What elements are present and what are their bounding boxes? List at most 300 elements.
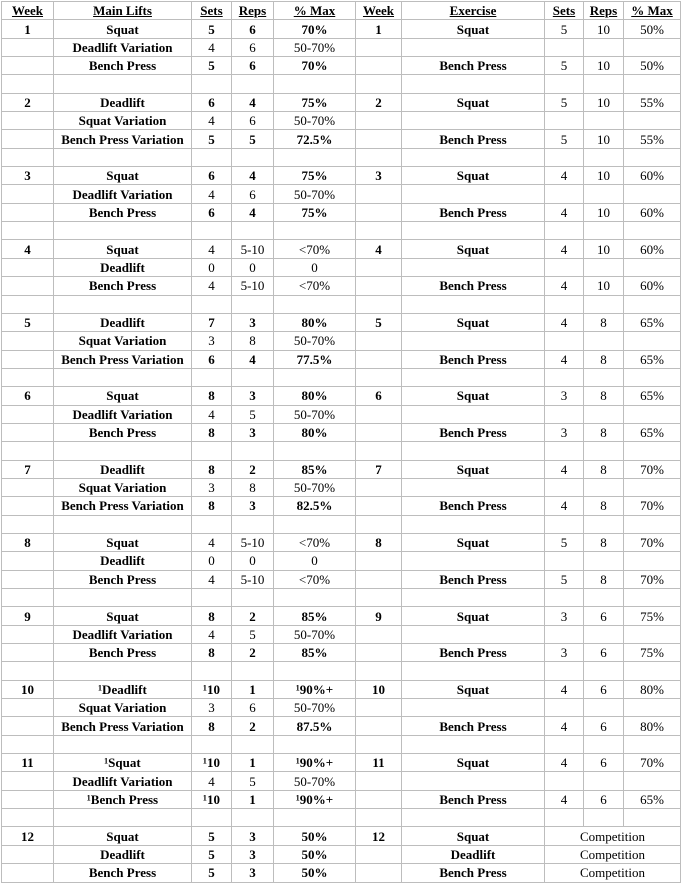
reps-2-cell: 10 xyxy=(584,277,624,295)
sets-2-cell: 3 xyxy=(545,607,584,625)
percent-max-2-cell: 80% xyxy=(624,717,681,735)
empty-cell xyxy=(584,735,624,753)
competition-cell: Competition xyxy=(545,827,681,845)
exercise-cell: Bench Press xyxy=(402,277,545,295)
table-row xyxy=(2,552,681,570)
exercise-cell: Squat xyxy=(402,607,545,625)
exercise-cell: Bench Press xyxy=(402,497,545,515)
sets-2-cell: 4 xyxy=(545,167,584,185)
header-sets: Sets xyxy=(192,2,232,20)
week-2-cell xyxy=(356,185,402,203)
empty-cell xyxy=(584,662,624,680)
percent-max-cell: 75% xyxy=(274,93,356,111)
main-lift-cell: Squat xyxy=(54,240,192,258)
sets-2-cell xyxy=(545,478,584,496)
week-cell xyxy=(2,552,54,570)
exercise-cell: Squat xyxy=(402,754,545,772)
reps-cell: 5 xyxy=(232,130,274,148)
reps-cell: 4 xyxy=(232,203,274,221)
reps-2-cell: 6 xyxy=(584,754,624,772)
sets-cell: 5 xyxy=(192,57,232,75)
percent-max-2-cell: 70% xyxy=(624,460,681,478)
percent-max-2-cell: 80% xyxy=(624,680,681,698)
reps-2-cell: 10 xyxy=(584,57,624,75)
percent-max-cell: 50-70% xyxy=(274,112,356,130)
sets-2-cell xyxy=(545,552,584,570)
empty-cell xyxy=(402,735,545,753)
table-row xyxy=(2,460,681,478)
exercise-cell: Bench Press xyxy=(402,864,545,882)
main-lift-cell: Bench Press Variation xyxy=(54,130,192,148)
table-row xyxy=(2,167,681,185)
empty-cell xyxy=(624,515,681,533)
week-cell xyxy=(2,570,54,588)
empty-cell xyxy=(54,662,192,680)
empty-cell xyxy=(192,442,232,460)
empty-cell xyxy=(545,75,584,93)
empty-cell xyxy=(232,442,274,460)
empty-cell xyxy=(2,295,54,313)
reps-cell: 3 xyxy=(232,387,274,405)
percent-max-2-cell: 60% xyxy=(624,203,681,221)
empty-cell xyxy=(274,515,356,533)
percent-max-cell: 50-70% xyxy=(274,699,356,717)
percent-max-cell: ¹90%+ xyxy=(274,680,356,698)
reps-cell: 5 xyxy=(232,405,274,423)
week-2-cell: 10 xyxy=(356,680,402,698)
week-cell xyxy=(2,699,54,717)
sets-cell: 8 xyxy=(192,423,232,441)
empty-cell xyxy=(356,515,402,533)
percent-max-cell: 50% xyxy=(274,845,356,863)
empty-cell xyxy=(54,295,192,313)
sets-cell: 6 xyxy=(192,93,232,111)
reps-2-cell: 6 xyxy=(584,644,624,662)
empty-cell xyxy=(274,662,356,680)
week-cell xyxy=(2,864,54,882)
sets-cell: ¹10 xyxy=(192,680,232,698)
percent-max-2-cell: 55% xyxy=(624,93,681,111)
spacer-row xyxy=(2,662,681,680)
main-lift-cell: Squat xyxy=(54,167,192,185)
week-cell xyxy=(2,497,54,515)
empty-cell xyxy=(356,735,402,753)
reps-2-cell: 6 xyxy=(584,717,624,735)
week-2-cell: 8 xyxy=(356,533,402,551)
main-lift-cell: Squat Variation xyxy=(54,699,192,717)
header-percent-max-2: % Max xyxy=(624,2,681,20)
percent-max-cell: 85% xyxy=(274,607,356,625)
percent-max-cell: 80% xyxy=(274,387,356,405)
main-lift-cell: Bench Press xyxy=(54,277,192,295)
exercise-cell xyxy=(402,405,545,423)
empty-cell xyxy=(402,368,545,386)
exercise-cell xyxy=(402,112,545,130)
empty-cell xyxy=(402,515,545,533)
empty-cell xyxy=(2,368,54,386)
percent-max-2-cell xyxy=(624,258,681,276)
empty-cell xyxy=(624,75,681,93)
reps-cell: 4 xyxy=(232,350,274,368)
table-row xyxy=(2,277,681,295)
reps-2-cell xyxy=(584,185,624,203)
week-2-cell: 4 xyxy=(356,240,402,258)
percent-max-2-cell: 70% xyxy=(624,533,681,551)
exercise-cell: Bench Press xyxy=(402,570,545,588)
header-week: Week xyxy=(2,2,54,20)
exercise-cell: Bench Press xyxy=(402,57,545,75)
reps-2-cell xyxy=(584,478,624,496)
reps-cell: 3 xyxy=(232,313,274,331)
empty-cell xyxy=(402,295,545,313)
percent-max-2-cell xyxy=(624,552,681,570)
header-main-lifts: Main Lifts xyxy=(54,2,192,20)
empty-cell xyxy=(274,589,356,607)
reps-2-cell: 8 xyxy=(584,533,624,551)
sets-2-cell: 4 xyxy=(545,460,584,478)
week-cell: 8 xyxy=(2,533,54,551)
exercise-cell xyxy=(402,185,545,203)
sets-cell: 8 xyxy=(192,717,232,735)
week-2-cell xyxy=(356,478,402,496)
sets-2-cell: 5 xyxy=(545,130,584,148)
percent-max-2-cell xyxy=(624,185,681,203)
week-2-cell xyxy=(356,112,402,130)
empty-cell xyxy=(545,515,584,533)
sets-cell: 0 xyxy=(192,258,232,276)
week-2-cell xyxy=(356,350,402,368)
percent-max-cell: 80% xyxy=(274,423,356,441)
percent-max-2-cell xyxy=(624,38,681,56)
sets-2-cell: 4 xyxy=(545,717,584,735)
empty-cell xyxy=(274,442,356,460)
exercise-cell: Bench Press xyxy=(402,203,545,221)
header-reps-2: Reps xyxy=(584,2,624,20)
main-lift-cell: Deadlift xyxy=(54,258,192,276)
empty-cell xyxy=(584,809,624,827)
table-row xyxy=(2,57,681,75)
empty-cell xyxy=(356,589,402,607)
sets-2-cell: 3 xyxy=(545,644,584,662)
reps-cell: 4 xyxy=(232,167,274,185)
week-2-cell: 2 xyxy=(356,93,402,111)
reps-2-cell: 10 xyxy=(584,93,624,111)
empty-cell xyxy=(624,809,681,827)
empty-cell xyxy=(2,442,54,460)
sets-cell: 3 xyxy=(192,699,232,717)
sets-cell: 4 xyxy=(192,772,232,790)
empty-cell xyxy=(54,515,192,533)
reps-cell: 8 xyxy=(232,478,274,496)
sets-cell: 8 xyxy=(192,460,232,478)
empty-cell xyxy=(192,75,232,93)
exercise-cell xyxy=(402,38,545,56)
empty-cell xyxy=(2,662,54,680)
main-lift-cell: Deadlift Variation xyxy=(54,772,192,790)
exercise-cell: Squat xyxy=(402,20,545,38)
reps-2-cell: 8 xyxy=(584,387,624,405)
sets-cell: 5 xyxy=(192,130,232,148)
percent-max-cell: 72.5% xyxy=(274,130,356,148)
empty-cell xyxy=(356,809,402,827)
week-cell xyxy=(2,332,54,350)
exercise-cell xyxy=(402,552,545,570)
percent-max-cell: <70% xyxy=(274,240,356,258)
main-lift-cell: Deadlift xyxy=(54,460,192,478)
spacer-row xyxy=(2,515,681,533)
empty-cell xyxy=(402,809,545,827)
sets-2-cell: 5 xyxy=(545,533,584,551)
reps-cell: 6 xyxy=(232,112,274,130)
empty-cell xyxy=(232,589,274,607)
exercise-cell: Squat xyxy=(402,93,545,111)
percent-max-cell: 77.5% xyxy=(274,350,356,368)
spacer-row xyxy=(2,295,681,313)
percent-max-2-cell: 70% xyxy=(624,497,681,515)
empty-cell xyxy=(402,148,545,166)
table-row xyxy=(2,112,681,130)
empty-cell xyxy=(356,662,402,680)
week-2-cell xyxy=(356,423,402,441)
percent-max-cell: 70% xyxy=(274,57,356,75)
empty-cell xyxy=(54,442,192,460)
week-2-cell xyxy=(356,332,402,350)
sets-cell: 5 xyxy=(192,20,232,38)
week-2-cell xyxy=(356,552,402,570)
empty-cell xyxy=(584,148,624,166)
spacer-row xyxy=(2,589,681,607)
percent-max-cell: <70% xyxy=(274,533,356,551)
main-lift-cell: Deadlift xyxy=(54,93,192,111)
exercise-cell: Bench Press xyxy=(402,130,545,148)
empty-cell xyxy=(54,735,192,753)
empty-cell xyxy=(545,589,584,607)
week-2-cell xyxy=(356,845,402,863)
table-row xyxy=(2,258,681,276)
percent-max-2-cell: 65% xyxy=(624,423,681,441)
week-cell: 11 xyxy=(2,754,54,772)
reps-2-cell: 6 xyxy=(584,607,624,625)
exercise-cell: Squat xyxy=(402,240,545,258)
sets-cell: ¹10 xyxy=(192,754,232,772)
spacer-row xyxy=(2,368,681,386)
week-2-cell xyxy=(356,38,402,56)
empty-cell xyxy=(192,735,232,753)
sets-2-cell: 4 xyxy=(545,680,584,698)
table-row xyxy=(2,790,681,808)
exercise-cell: Squat xyxy=(402,460,545,478)
percent-max-2-cell: 65% xyxy=(624,350,681,368)
table-row xyxy=(2,533,681,551)
empty-cell xyxy=(274,295,356,313)
table-row xyxy=(2,405,681,423)
empty-cell xyxy=(402,442,545,460)
percent-max-cell: 80% xyxy=(274,313,356,331)
reps-cell: 3 xyxy=(232,864,274,882)
empty-cell xyxy=(192,589,232,607)
sets-cell: 4 xyxy=(192,277,232,295)
main-lift-cell: ¹Squat xyxy=(54,754,192,772)
empty-cell xyxy=(232,662,274,680)
sets-cell: 4 xyxy=(192,405,232,423)
empty-cell xyxy=(584,368,624,386)
week-cell xyxy=(2,112,54,130)
reps-2-cell xyxy=(584,332,624,350)
sets-2-cell: 4 xyxy=(545,240,584,258)
sets-cell: 4 xyxy=(192,112,232,130)
main-lift-cell: Squat xyxy=(54,533,192,551)
reps-2-cell xyxy=(584,699,624,717)
table-row xyxy=(2,845,681,863)
header-sets-2: Sets xyxy=(545,2,584,20)
sets-cell: 6 xyxy=(192,167,232,185)
main-lift-cell: ¹Deadlift xyxy=(54,680,192,698)
table-row xyxy=(2,350,681,368)
week-cell: 9 xyxy=(2,607,54,625)
percent-max-cell: ¹90%+ xyxy=(274,754,356,772)
exercise-cell: Squat xyxy=(402,387,545,405)
percent-max-2-cell xyxy=(624,112,681,130)
exercise-cell xyxy=(402,478,545,496)
week-2-cell xyxy=(356,772,402,790)
reps-cell: 8 xyxy=(232,332,274,350)
exercise-cell: Squat xyxy=(402,827,545,845)
percent-max-cell: 50% xyxy=(274,864,356,882)
table-row xyxy=(2,625,681,643)
exercise-cell: Squat xyxy=(402,680,545,698)
percent-max-2-cell xyxy=(624,478,681,496)
week-2-cell: 9 xyxy=(356,607,402,625)
sets-2-cell xyxy=(545,38,584,56)
main-lift-cell: Deadlift Variation xyxy=(54,625,192,643)
percent-max-cell: 87.5% xyxy=(274,717,356,735)
percent-max-2-cell: 60% xyxy=(624,167,681,185)
empty-cell xyxy=(192,368,232,386)
percent-max-cell: 75% xyxy=(274,203,356,221)
week-cell xyxy=(2,790,54,808)
sets-cell: 7 xyxy=(192,313,232,331)
table-row xyxy=(2,717,681,735)
reps-2-cell xyxy=(584,258,624,276)
exercise-cell: Bench Press xyxy=(402,717,545,735)
percent-max-cell: 70% xyxy=(274,20,356,38)
sets-cell: 0 xyxy=(192,552,232,570)
table-row xyxy=(2,38,681,56)
empty-cell xyxy=(2,515,54,533)
table-row xyxy=(2,772,681,790)
sets-cell: 5 xyxy=(192,864,232,882)
reps-cell: 5 xyxy=(232,772,274,790)
main-lift-cell: Bench Press xyxy=(54,864,192,882)
main-lift-cell: Bench Press xyxy=(54,203,192,221)
week-cell xyxy=(2,478,54,496)
week-cell: 1 xyxy=(2,20,54,38)
week-2-cell xyxy=(356,699,402,717)
empty-cell xyxy=(545,735,584,753)
main-lift-cell: Squat xyxy=(54,20,192,38)
sets-2-cell: 4 xyxy=(545,277,584,295)
week-2-cell xyxy=(356,864,402,882)
sets-cell: 4 xyxy=(192,185,232,203)
reps-cell: 5-10 xyxy=(232,533,274,551)
sets-cell: ¹10 xyxy=(192,790,232,808)
week-2-cell xyxy=(356,203,402,221)
empty-cell xyxy=(2,589,54,607)
spacer-row xyxy=(2,222,681,240)
reps-2-cell xyxy=(584,405,624,423)
table-row xyxy=(2,387,681,405)
percent-max-2-cell xyxy=(624,772,681,790)
reps-cell: 3 xyxy=(232,827,274,845)
exercise-cell xyxy=(402,332,545,350)
reps-cell: 6 xyxy=(232,57,274,75)
week-2-cell xyxy=(356,405,402,423)
empty-cell xyxy=(402,75,545,93)
sets-cell: 8 xyxy=(192,497,232,515)
reps-cell: 1 xyxy=(232,680,274,698)
empty-cell xyxy=(356,368,402,386)
reps-cell: 5-10 xyxy=(232,277,274,295)
table-row xyxy=(2,827,681,845)
week-2-cell: 6 xyxy=(356,387,402,405)
week-cell xyxy=(2,405,54,423)
main-lift-cell: Deadlift Variation xyxy=(54,405,192,423)
week-2-cell xyxy=(356,57,402,75)
spacer-row xyxy=(2,442,681,460)
sets-2-cell: 4 xyxy=(545,497,584,515)
reps-cell: 6 xyxy=(232,699,274,717)
week-cell xyxy=(2,644,54,662)
week-cell xyxy=(2,203,54,221)
main-lift-cell: Squat xyxy=(54,827,192,845)
empty-cell xyxy=(232,735,274,753)
exercise-cell: Squat xyxy=(402,167,545,185)
spacer-row xyxy=(2,148,681,166)
week-cell: 2 xyxy=(2,93,54,111)
percent-max-cell: 75% xyxy=(274,167,356,185)
sets-2-cell: 5 xyxy=(545,57,584,75)
main-lift-cell: Bench Press Variation xyxy=(54,350,192,368)
table-row xyxy=(2,130,681,148)
percent-max-2-cell: 60% xyxy=(624,240,681,258)
empty-cell xyxy=(232,148,274,166)
sets-2-cell xyxy=(545,185,584,203)
table-row xyxy=(2,864,681,882)
percent-max-2-cell: 75% xyxy=(624,644,681,662)
table-row xyxy=(2,478,681,496)
percent-max-cell: 50-70% xyxy=(274,38,356,56)
empty-cell xyxy=(356,75,402,93)
week-2-cell xyxy=(356,644,402,662)
competition-cell: Competition xyxy=(545,845,681,863)
percent-max-cell: 50-70% xyxy=(274,405,356,423)
sets-2-cell xyxy=(545,332,584,350)
empty-cell xyxy=(402,662,545,680)
week-cell xyxy=(2,772,54,790)
main-lift-cell: Deadlift Variation xyxy=(54,185,192,203)
reps-2-cell: 8 xyxy=(584,460,624,478)
header-row xyxy=(2,2,681,20)
empty-cell xyxy=(584,515,624,533)
empty-cell xyxy=(356,222,402,240)
empty-cell xyxy=(402,222,545,240)
sets-2-cell: 4 xyxy=(545,313,584,331)
spacer-row xyxy=(2,735,681,753)
exercise-cell: Deadlift xyxy=(402,845,545,863)
empty-cell xyxy=(624,222,681,240)
sets-2-cell: 5 xyxy=(545,20,584,38)
table-row xyxy=(2,240,681,258)
